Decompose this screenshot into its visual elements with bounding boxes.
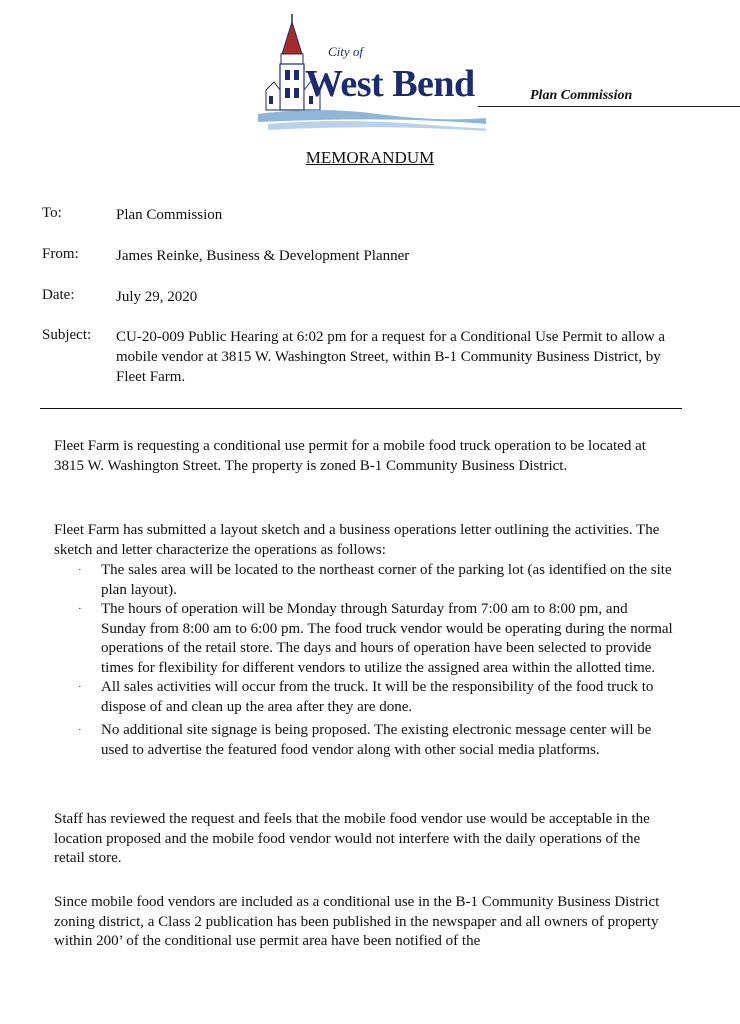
from-value: James Reinke, Business & Development Planner (116, 248, 410, 264)
memo-title: MEMORANDUM (305, 148, 435, 167)
list-item (54, 561, 674, 600)
date-label: Date: (42, 287, 75, 303)
list-item (54, 600, 674, 678)
bullet-dot-icon: · (78, 603, 82, 615)
list-item-text: No additional site signage is being proposed. The existing electronic message center will be used to advertise the featured food vendor along with other social media platforms. (101, 722, 652, 758)
logo-city-of-text: City of (328, 44, 364, 59)
paragraph-staff-review: Staff has reviewed the request and feels that the mobile food vendor use would be acceptable in the location proposed and the mobile food vendor would not interfere with the daily operations of the retail store. (54, 811, 650, 866)
bullet-dot-icon: · (78, 681, 82, 693)
list-item-text: The hours of operation will be Monday through Saturday from 7:00 am to 8:00 pm, and Sunday from 8:00 am to 6:00 pm. The food truck vendor would be operating during the normal operations of the retail store. The days and hours of operation have been selected to provide times for flexibility for different vendors to utilize the assigned area within the allotted time. (101, 601, 673, 676)
logo-city-name: West Bend (305, 63, 475, 105)
paragraph-layout: Fleet Farm has submitted a layout sketch and a business operations letter outlining the activities. The sketch and letter characterize the operations as follows: (54, 522, 660, 558)
from-label: From: (42, 246, 79, 262)
header-divider (40, 408, 682, 409)
header-rule (478, 106, 740, 107)
to-value: Plan Commission (116, 207, 223, 223)
subject-label: Subject: (42, 327, 92, 343)
list-item (54, 721, 674, 760)
subject-value: CU-20-009 Public Hearing at 6:02 pm for a request for a Conditional Use Permit to allow a mobile vendor at 3815 W. Washington Street, within B-1 Community Business District, by Fleet Farm. (116, 329, 666, 385)
header-department-label: Plan Commission (530, 88, 633, 103)
date-value: July 29, 2020 (116, 289, 198, 305)
list-item-text: The sales area will be located to the northeast corner of the parking lot (as identified on the site plan layout). (101, 562, 672, 598)
list-item (54, 678, 674, 717)
list-item-text: All sales activities will occur from the truck. It will be the responsibility of the food truck to dispose of and clean up the area after they are done. (101, 679, 654, 715)
bullet-dot-icon: · (78, 564, 82, 576)
to-label: To: (42, 205, 62, 221)
bullet-dot-icon: · (78, 724, 82, 736)
paragraph-publication: Since mobile food vendors are included as a conditional use in the B-1 Community Business District zoning district, a Class 2 publication has been published in the newspaper and all owners of property within 200’ of the conditional use permit area have been notified of the (54, 894, 660, 949)
paragraph-request: Fleet Farm is requesting a conditional use permit for a mobile food truck operation to be located at 3815 W. Washington Street. The property is zoned B-1 Community Business District. (54, 438, 646, 474)
operations-list (54, 561, 674, 760)
